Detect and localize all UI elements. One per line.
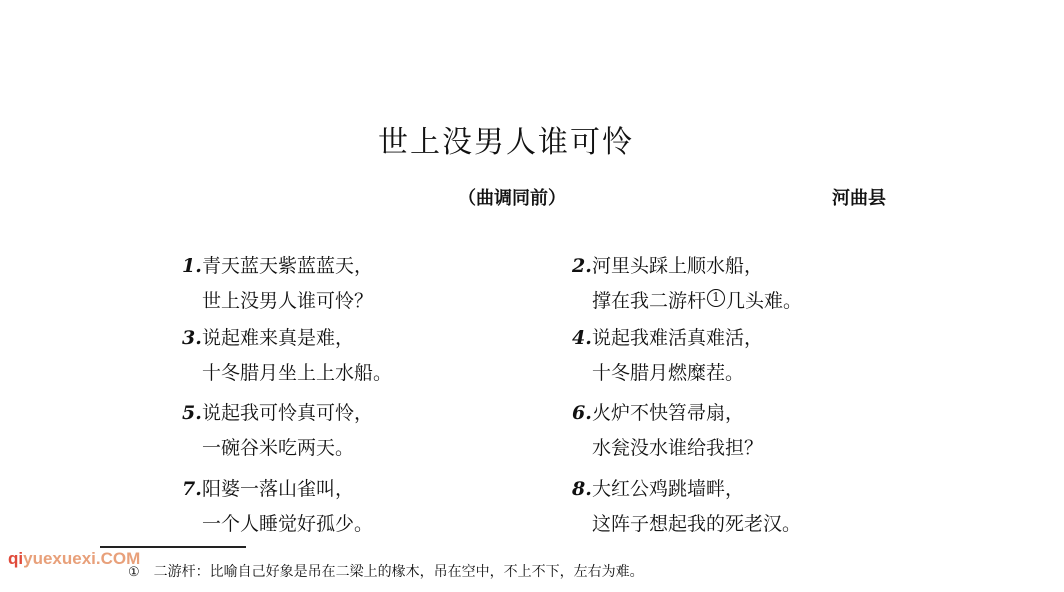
verse-number: 5. — [182, 402, 202, 424]
footnote-divider — [100, 546, 246, 548]
verse-line: 说起难来真是难， — [202, 327, 355, 349]
footnote — [128, 561, 644, 581]
verse-number: 4. — [572, 327, 592, 349]
verse-3 — [182, 321, 482, 391]
verse-1 — [182, 249, 482, 319]
page-title: 世上没男人谁可怜 — [378, 125, 634, 160]
watermark-part: yuexuexi.COM — [23, 549, 141, 568]
verse-line: 世上没男人谁可怜？ — [202, 290, 374, 312]
verse-4 — [572, 321, 872, 391]
verse-line: 几头难。 — [726, 290, 803, 312]
verse-line: 说起我难活真难活， — [592, 327, 764, 349]
verse-line: 大红公鸡跳墙畔， — [592, 478, 745, 500]
verse-6 — [572, 396, 872, 466]
watermark-part: qi — [8, 549, 24, 568]
verse-line: 青天蓝天紫蓝蓝天， — [202, 255, 374, 277]
footnote-text: 二游杆：比喻自己好象是吊在二梁上的椽木，吊在空中，不上不下，左右为难。 — [153, 564, 644, 580]
verse-number: 7. — [182, 478, 202, 500]
verse-line: 河里头踩上顺水船， — [592, 255, 764, 277]
verse-2 — [572, 249, 872, 319]
verse-line: 一碗谷米吃两天。 — [202, 437, 355, 459]
verse-line: 十冬腊月燃糜茬。 — [592, 362, 745, 384]
verse-number: 6. — [572, 402, 592, 424]
footnote-ref-marker: 1 — [707, 289, 725, 307]
verse-line: 阳婆一落山雀叫， — [202, 478, 355, 500]
verse-line: 撑在我二游杆 — [592, 290, 707, 312]
verse-line: 十冬腊月坐上上水船。 — [202, 362, 393, 384]
verse-line: 火炉不快笤帚扇， — [592, 402, 745, 424]
verse-8 — [572, 472, 872, 542]
verse-line: 这阵子想起我的死老汉。 — [592, 513, 802, 535]
verse-line: 一个人睡觉好孤少。 — [202, 513, 374, 535]
verse-5 — [182, 396, 482, 466]
verse-line: 水瓮没水谁给我担？ — [592, 437, 764, 459]
site-watermark — [8, 549, 140, 569]
region-label: 河曲县 — [832, 188, 886, 209]
tune-note: （曲调同前） — [458, 188, 566, 209]
footnote-marker: ① — [128, 565, 140, 580]
verse-number: 8. — [572, 478, 592, 500]
verse-number: 1. — [182, 255, 202, 277]
verse-number: 3. — [182, 327, 202, 349]
verse-7 — [182, 472, 482, 542]
verse-number: 2. — [572, 255, 592, 277]
verse-line: 说起我可怜真可怜， — [202, 402, 374, 424]
